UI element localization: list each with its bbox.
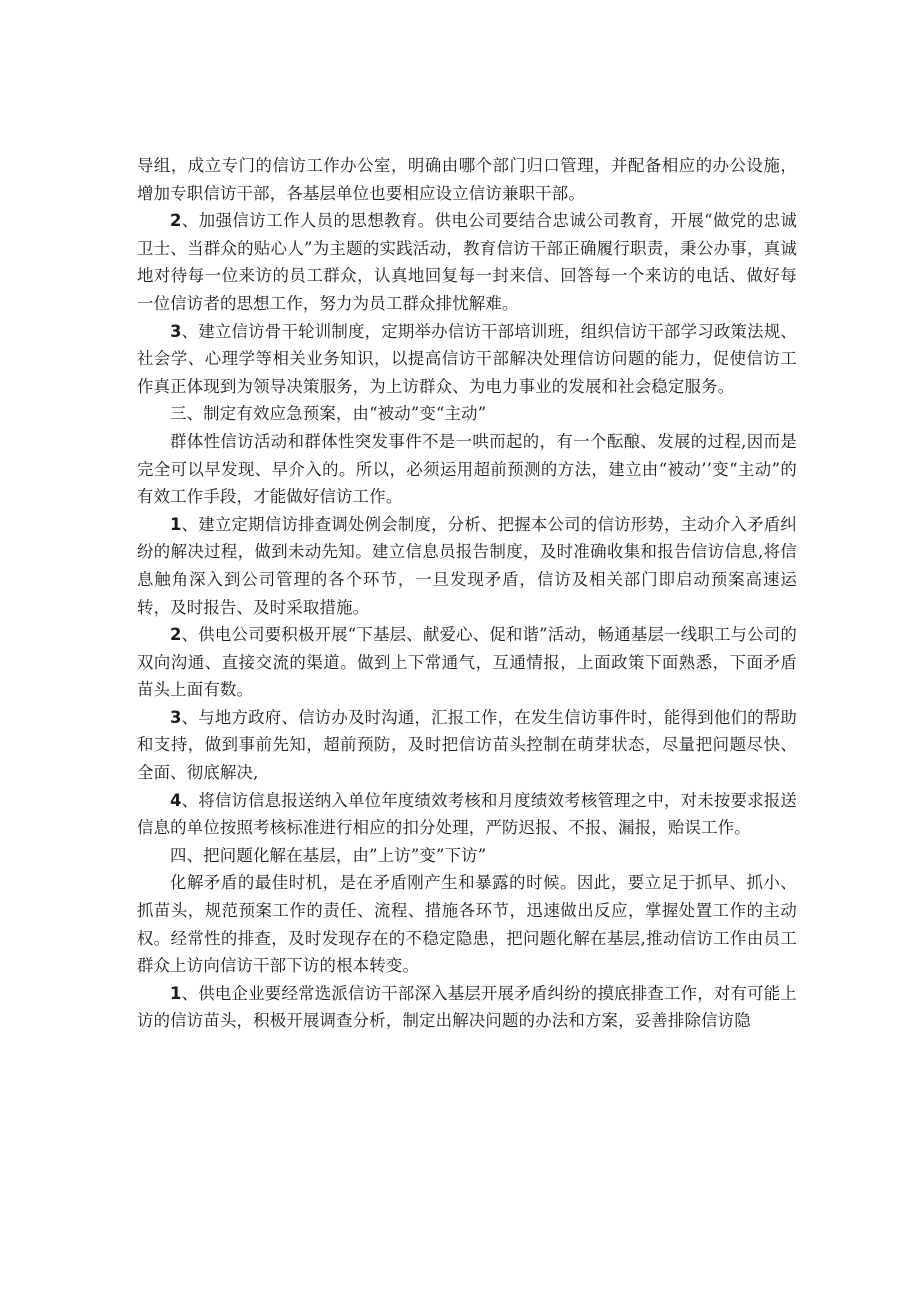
document-body bbox=[137, 152, 797, 1035]
paragraph-text: 、将信访信息报送纳入单位年度绩效考核和月度绩效考核管理之中，对未按要求报送信息的单位按照考核标准进行相应的扣分处理，严防迟报、不报、漏报，贻误工作。 bbox=[137, 790, 797, 838]
paragraph-number: 2 bbox=[170, 625, 182, 645]
paragraph-text: 、建立信访骨干轮训制度，定期举办信访干部培训班，组织信访干部学习政策法规、社会学、心理学等相关业务知识，以提高信访干部解决处理信访问题的能力，促使信访工作真正体现到为领导决策服务，为上访群众、为电力事业的发展和社会稳定服务。 bbox=[137, 321, 797, 396]
paragraph-number: 1 bbox=[170, 983, 182, 1003]
section-heading-3 bbox=[137, 400, 797, 428]
paragraph-7 bbox=[137, 621, 797, 704]
paragraph-text: 、建立定期信访排查调处例会制度，分析、把握本公司的信访形势，主动介入矛盾纠纷的解决过程，做到未动先知。建立信息员报告制度，及时准确收集和报告信访信息,将信息触角深入到公司管理的各个环节，一旦发现矛盾，信访及相关部门即启动预案高速运转，及时报告、及时采取措施。 bbox=[137, 514, 797, 617]
paragraph-2 bbox=[137, 207, 797, 317]
paragraph-text: 、加强信访工作人员的思想教育。供电公司要结合忠诚公司教育，开展“做党的忠诚卫士、当群众的贴心人”为主题的实践活动，教育信访干部正确履行职责，秉公办事，真诚地对待每一位来访的员工群众，认真地回复每一封来信、回答每一个来访的电话、做好每一位信访者的思想工作，努力为员工群众排忧解难。 bbox=[137, 211, 797, 313]
paragraph-number: 3 bbox=[170, 321, 182, 341]
paragraph-text: 化解矛盾的最佳时机，是在矛盾刚产生和暴露的时候。因此，要立足于抓早、抓小、抓苗头，规范预案工作的责任、流程、措施各环节，迅速做出反应，掌握处置工作的主动权。经常性的排查，及时发现存在的不稳定隐患，把问题化解在基层,推动信访工作由员工群众上访向信访干部下访的根本转变。 bbox=[137, 873, 797, 976]
paragraph-number: 1 bbox=[170, 514, 182, 534]
paragraph-text: 四、把问题化解在基层，由”上访”变”下访” bbox=[170, 845, 487, 865]
paragraph-text: 三、制定有效应急预案，由“被动”变“主动” bbox=[170, 404, 487, 424]
paragraph-text: 导组，成立专门的信访工作办公室，明确由哪个部门归口管理，并配备相应的办公设施，增加专职信访干部，各基层单位也要相应设立信访兼职干部。 bbox=[137, 156, 797, 203]
paragraph-number: 3 bbox=[170, 707, 182, 727]
paragraph-text: 群体性信访活动和群体性突发事件不是一哄而起的，有一个酝酿、发展的过程,因而是完全可以早发现、早介入的。所以，必须运用超前预测的方法，建立由“被动’’变“主动”的有效工作手段，才能做好信访工作。 bbox=[137, 431, 797, 507]
paragraph-6 bbox=[137, 511, 797, 621]
paragraph-9 bbox=[137, 787, 797, 842]
paragraph-12 bbox=[137, 980, 797, 1035]
paragraph-1 bbox=[137, 152, 797, 207]
section-heading-4 bbox=[137, 842, 797, 870]
paragraph-text: 、供电企业要经常选派信访干部深入基层开展矛盾纠纷的摸底排查工作，对有可能上访的信访苗头，积极开展调查分析，制定出解决问题的办法和方案，妥善排除信访隐 bbox=[137, 983, 797, 1031]
paragraph-11 bbox=[137, 869, 797, 979]
paragraph-text: 、与地方政府、信访办及时沟通，汇报工作，在发生信访事件时，能得到他们的帮助和支持，做到事前先知，超前预防，及时把信访苗头控制在萌芽状态，尽量把问题尽快、全面、彻底解决, bbox=[137, 707, 797, 783]
paragraph-3 bbox=[137, 318, 797, 401]
paragraph-number: 4 bbox=[170, 790, 182, 810]
paragraph-5 bbox=[137, 428, 797, 511]
paragraph-text: 、供电公司要积极开展“下基层、献爱心、促和谐”活动，畅通基层一线职工与公司的双向沟通、直接交流的渠道。做到上下常通气，互通情报，上面政策下面熟悉，下面矛盾苗头上面有数。 bbox=[137, 625, 797, 700]
paragraph-number: 2 bbox=[170, 211, 182, 231]
paragraph-8 bbox=[137, 704, 797, 787]
